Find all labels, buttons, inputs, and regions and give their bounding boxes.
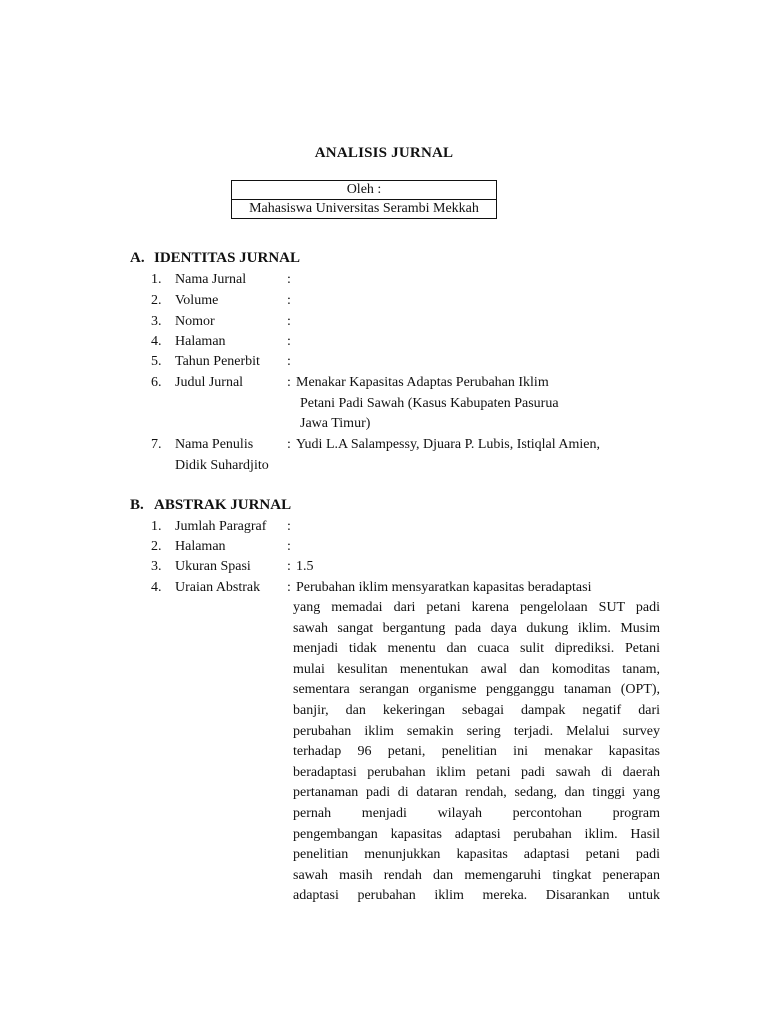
abstract-line: beradaptasi perubahan iklim petani padi sawah di daerah xyxy=(293,764,660,780)
item-colon: : xyxy=(287,334,291,349)
item-label: Judul Jurnal xyxy=(175,375,244,390)
abstract-line: sawah masih rendah dan memengaruhi tingkat penerapan xyxy=(293,867,660,883)
section-b-title: ABSTRAK JURNAL xyxy=(154,497,292,513)
item-colon: : xyxy=(287,580,291,595)
item-value: Menakar Kapasitas Adaptas Perubahan Iklim xyxy=(296,375,549,390)
item-value: 1.5 xyxy=(296,559,314,574)
author-label: Oleh : xyxy=(232,181,497,200)
abstract-line: yang memadai dari petani karena pengelolaan SUT padi xyxy=(293,600,660,615)
abstract-text xyxy=(293,598,660,907)
item-label: Nama Penulis xyxy=(175,437,254,452)
item-colon: : xyxy=(287,272,291,287)
item-colon: : xyxy=(287,437,291,452)
item-colon: : xyxy=(287,559,291,574)
author-name: Mahasiswa Universitas Serambi Mekkah xyxy=(232,200,497,219)
section-b-heading xyxy=(130,497,291,514)
item-label: Volume xyxy=(175,293,219,308)
item-value: Yudi L.A Salampessy, Djuara P. Lubis, Istiqlal Amien, xyxy=(296,437,600,452)
abstract-line: pernah menjadi wilayah percontohan program xyxy=(293,805,660,821)
abstract-line: adaptasi perubahan iklim mereka. Disarankan untuk xyxy=(293,888,660,904)
section-a-heading xyxy=(130,250,300,267)
item-colon: : xyxy=(287,293,291,308)
item-colon: : xyxy=(287,314,291,329)
abstract-line: perubahan iklim semakin sering terjadi. Melalui survey xyxy=(293,723,660,739)
penulis-continuation: Didik Suhardjito xyxy=(175,458,269,473)
section-a-title: IDENTITAS JURNAL xyxy=(154,250,301,266)
abstract-line: mulai kesulitan menentukan awal dan komoditas tanam, xyxy=(293,661,660,677)
author-box xyxy=(231,180,497,219)
item-colon: : xyxy=(287,375,291,390)
item-label: Tahun Penerbit xyxy=(175,354,260,369)
item-number: 7. xyxy=(151,437,162,452)
abstract-line: sawah sangat bergantung pada daya dukung iklim. Musim xyxy=(293,620,660,636)
abstract-line: pertanaman padi di dataran rendah, sedang, dan tinggi yang xyxy=(293,785,660,801)
abstract-line: penelitian menunjukkan kapasitas adaptasi petani padi xyxy=(293,847,660,863)
item-number: 4. xyxy=(151,334,162,349)
item-label: Uraian Abstrak xyxy=(175,580,261,595)
judul-continuation-2: Jawa Timur) xyxy=(300,416,371,431)
item-colon: : xyxy=(287,539,291,554)
item-number: 3. xyxy=(151,559,162,574)
item-label: Nomor xyxy=(175,314,215,329)
item-label: Halaman xyxy=(175,539,226,554)
item-number: 1. xyxy=(151,272,162,287)
item-number: 1. xyxy=(151,519,162,534)
item-number: 2. xyxy=(151,539,162,554)
item-colon: : xyxy=(287,354,291,369)
item-colon: : xyxy=(287,519,291,534)
section-a-letter: A. xyxy=(130,250,145,266)
abstract-line: pengembangan kapasitas adaptasi perubahan iklim. Hasil xyxy=(293,826,660,842)
item-number: 3. xyxy=(151,314,162,329)
item-number: 6. xyxy=(151,375,162,390)
item-value: Perubahan iklim mensyaratkan kapasitas beradaptasi xyxy=(296,580,592,595)
item-label: Jumlah Paragraf xyxy=(175,519,267,534)
item-number: 2. xyxy=(151,293,162,308)
abstract-line: menjadi tidak menentu dan cuaca sulit diprediksi. Petani xyxy=(293,641,660,657)
item-label: Ukuran Spasi xyxy=(175,559,251,574)
item-label: Nama Jurnal xyxy=(175,272,247,287)
document-title: ANALISIS JURNAL xyxy=(314,145,454,161)
item-number: 4. xyxy=(151,580,162,595)
abstract-line: sementara serangan organisme pengganggu tanaman (OPT), xyxy=(293,682,660,698)
item-number: 5. xyxy=(151,354,162,369)
abstract-line: terhadap 96 petani, penelitian ini menakar kapasitas xyxy=(293,744,660,760)
section-b-letter: B. xyxy=(130,497,144,513)
judul-continuation-1: Petani Padi Sawah (Kasus Kabupaten Pasurua xyxy=(300,396,559,411)
abstract-line: banjir, dan kekeringan sebagai dampak negatif dari xyxy=(293,702,660,718)
item-label: Halaman xyxy=(175,334,226,349)
